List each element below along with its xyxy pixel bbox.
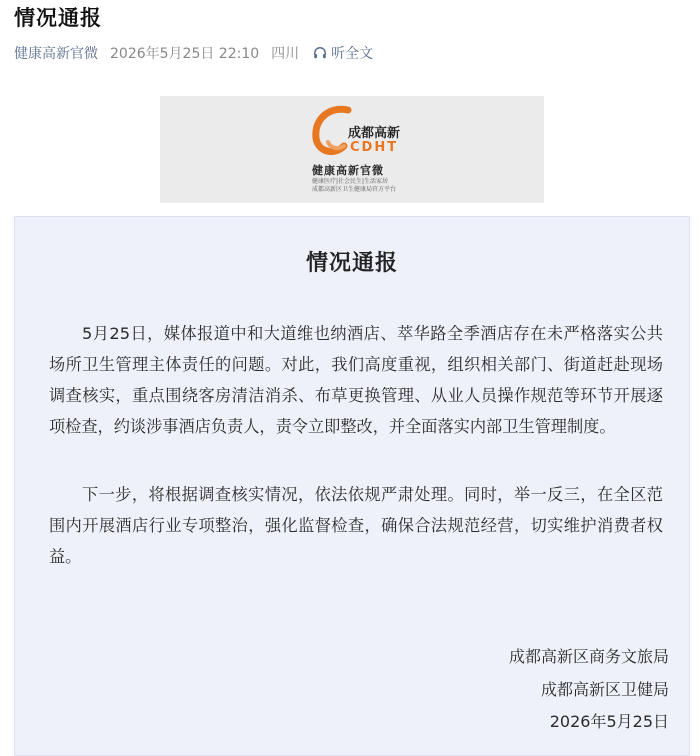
publish-date: 2026年5月25日 22:10 — [110, 46, 260, 62]
notice-heading: 情况通报 — [305, 251, 398, 276]
notice-card — [14, 216, 690, 756]
signature-health-bureau: 成都高新区卫健局 — [540, 680, 669, 699]
logo-tagline — [312, 178, 396, 194]
notice-paragraph-2: 下一步，将根据调查核实情况，依法依规严肃处理。同时，举一反三，在全区范围内开展酒店行业专项整治，强化监督检查，确保合法规范经营，切实维护消费者权益。 — [49, 485, 663, 566]
article-title: 情况通报 — [14, 6, 102, 30]
notice-paragraph-1: 5月25日，媒体报道中和大道维也纳酒店、萃华路全季酒店存在未严格落实公共场所卫生管理主体责任的问题。对此，我们高度重视，组织相关部门、街道赶赴现场调查核实，重点围绕客房清洁消杀、布草更换管理、从业人员操作规范等环节开展逐项检查，约谈涉事酒店负责人，责令立即整改，并全面落实内部卫生管理制度。 — [49, 324, 663, 436]
logo-tagline-line2: 成都高新区卫生健康局官方平台 — [312, 186, 397, 193]
publish-location: 四川 — [271, 46, 300, 62]
logo-chinese-name: 成都高新 — [348, 126, 401, 141]
logo-subtitle: 健康高新官微 — [312, 164, 384, 177]
listen-button[interactable] — [313, 43, 373, 63]
signature-commerce-bureau: 成都高新区商务文旅局 — [508, 647, 669, 666]
logo-tagline-line1: 健康医疗|社会民生|生活家居 — [312, 178, 389, 185]
headphones-icon — [313, 46, 327, 60]
listen-label: 听全文 — [331, 46, 374, 62]
article-meta — [14, 43, 373, 63]
brand-logo-banner — [160, 96, 544, 203]
logo-english-name: CDHT — [350, 140, 399, 155]
signature-date: 2026年5月25日 — [549, 712, 669, 731]
account-name-link[interactable]: 健康高新官微 — [14, 46, 98, 62]
